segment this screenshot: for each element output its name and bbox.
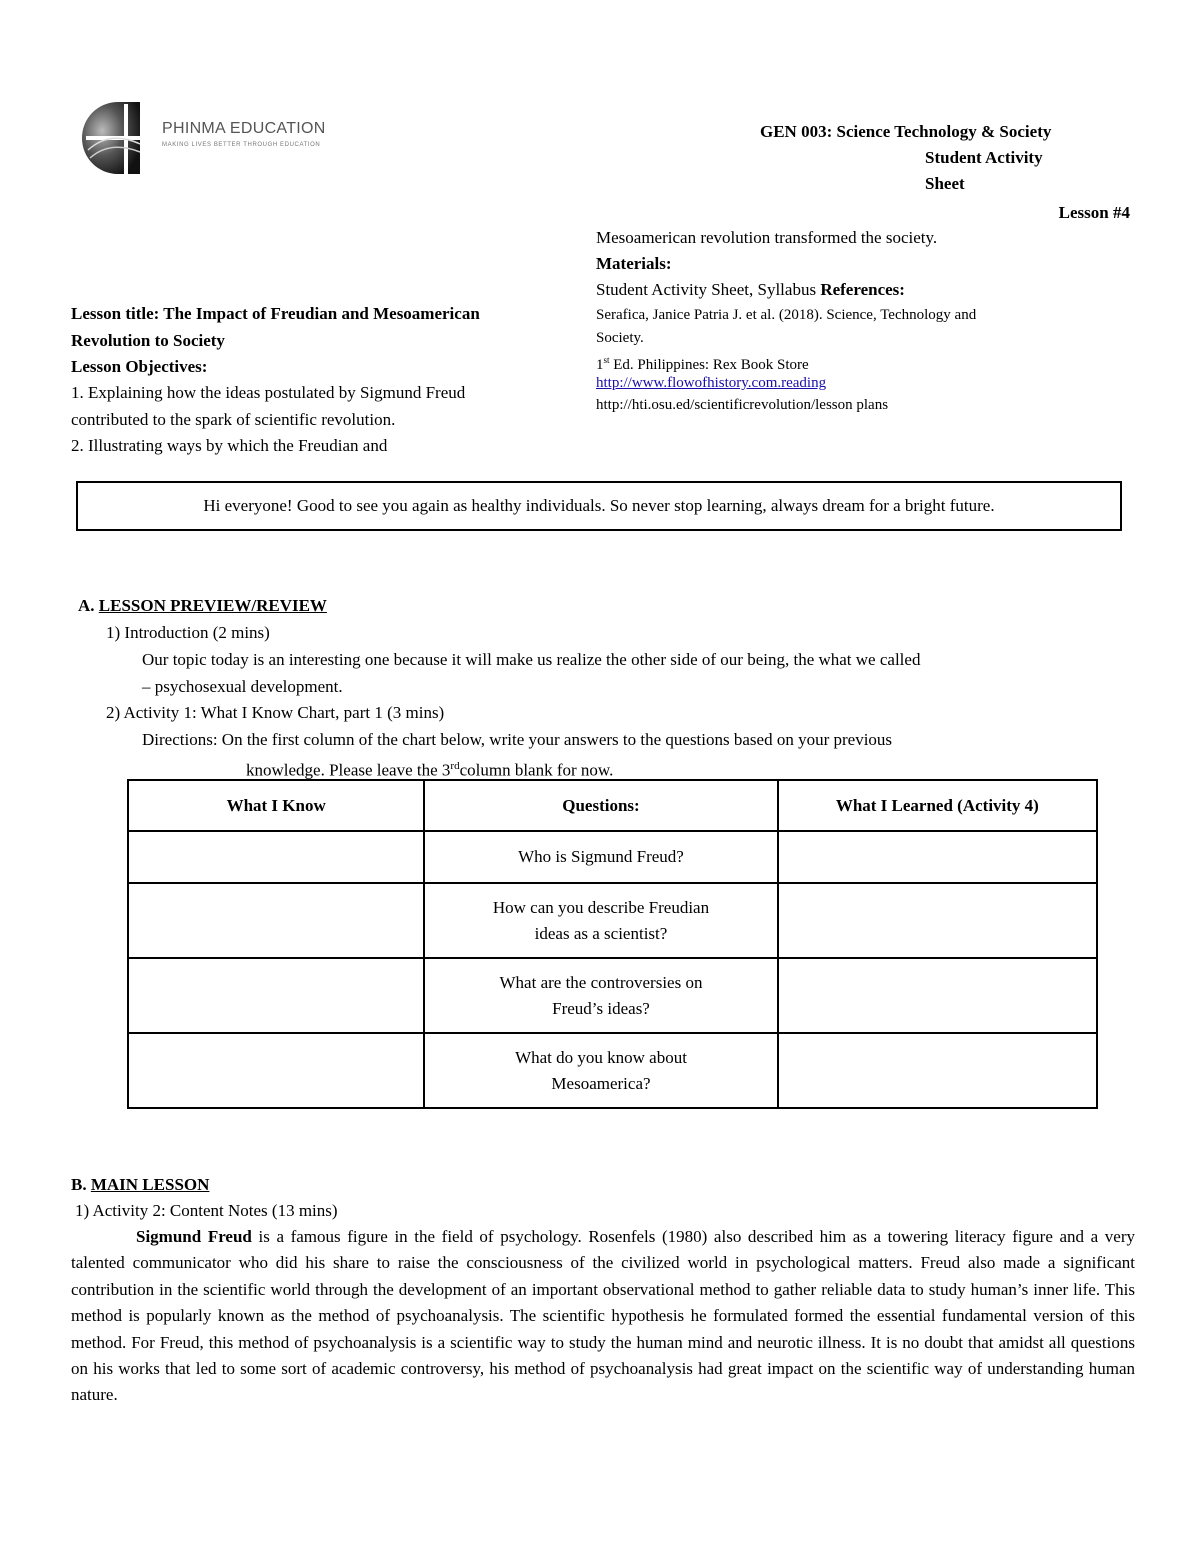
directions-pre: knowledge. Please leave the 3 (246, 760, 451, 780)
course-title: GEN 003: Science Technology & Society (760, 122, 1052, 141)
question-text: What do you know about (515, 1047, 687, 1067)
chart-header-questions: Questions: (424, 780, 777, 831)
phinma-logo (80, 100, 340, 180)
what-i-know-cell[interactable] (128, 831, 424, 883)
what-i-know-cell[interactable] (128, 958, 424, 1033)
section-a-letter: A. (78, 596, 95, 615)
section-a-title: LESSON PREVIEW/REVIEW (98, 596, 327, 615)
introduction-text-1: Our topic today is an interesting one because it will make us realize the other side of our being, the what we called (142, 650, 921, 669)
question-text: What are the controversies on (499, 972, 703, 992)
what-i-learned-cell[interactable] (778, 958, 1097, 1033)
question-text: Who is Sigmund Freud? (518, 847, 684, 866)
table-row (128, 831, 1097, 883)
reference-3-post: Ed. Philippines: Rex Book Store (609, 357, 809, 373)
chart-header-row (128, 780, 1097, 831)
section-a-heading (78, 593, 327, 619)
introduction-text-2: – psychosexual development. (142, 677, 343, 696)
question-cell (424, 883, 777, 958)
question-text: Freud’s ideas? (552, 998, 650, 1018)
chart-header-what-i-learned: What I Learned (Activity 4) (778, 780, 1097, 831)
reference-3-sup: st (603, 355, 610, 365)
directions-line-1: Directions: On the first column of the chart below, write your answers to the questions based on your previous (142, 730, 893, 749)
objective-1-line-1: 1. Explaining how the ideas postulated by Sigmund Freud (71, 383, 466, 402)
question-cell (424, 958, 777, 1033)
doc-type-line-1: Student Activity (925, 148, 1043, 167)
question-text: How can you describe Freudian (492, 897, 710, 917)
activity-2-heading: 1) Activity 2: Content Notes (13 mins) (75, 1201, 338, 1220)
what-i-know-cell[interactable] (128, 883, 424, 958)
directions-sup: rd (450, 760, 460, 772)
directions-post: column blank for now. (459, 760, 614, 780)
objective-1-line-2: contributed to the spark of scientific revolution. (71, 410, 396, 429)
what-i-know-cell[interactable] (128, 1033, 424, 1108)
lesson-number: Lesson #4 (1058, 203, 1130, 222)
main-lesson-paragraph (71, 1224, 1135, 1409)
materials-label: Materials: (596, 254, 672, 273)
chart-header-what-i-know: What I Know (128, 780, 424, 831)
reference-1: Serafica, Janice Patria J. et al. (2018). Science, Technology and (596, 307, 977, 323)
activity-1-heading: 2) Activity 1: What I Know Chart, part 1 (3 mins) (106, 703, 445, 722)
table-row (128, 1033, 1097, 1108)
materials-text: Student Activity Sheet, Syllabus (596, 280, 817, 299)
objective-2-line-1: 2. Illustrating ways by which the Freudian and (71, 436, 388, 455)
lesson-title (71, 301, 480, 327)
objective-2-line-2: Mesoamerican revolution transformed the society. (596, 228, 938, 247)
section-b-title: MAIN LESSON (90, 1175, 210, 1194)
table-row (128, 883, 1097, 958)
lesson-title-label: Lesson title: (71, 304, 160, 323)
lesson-title-line-2: Revolution to Society (71, 331, 225, 350)
materials-line (596, 277, 905, 303)
reference-4: http://hti.osu.ed/scientificrevolution/lesson plans (596, 397, 889, 413)
section-b-letter: B. (71, 1175, 87, 1194)
doc-type-line-2: Sheet (925, 174, 965, 193)
question-text: ideas as a scientist? (534, 923, 668, 943)
paragraph-body: is a famous figure in the field of psychology. Rosenfels (1980) also described him as a towering literacy figure and a very talented communicator who did his share to raise the consciousness of the civilized world in psychological matters. Freud also made a significant contribution in the scientific world through the development of an important observational method to gather reliable data to study human’s inner life. This method is popularly known as the method of psychoanalysis. The scientific hypothesis he formulated formed the essential fundamental version of this method. For Freud, this method of psychoanalysis is a scientific way to study the human mind and neurotic illness. It is no doubt that amidst all questions on his works that led to some sort of academic controversy, his method of psychoanalysis had great impact on the scientific way of understanding human nature. (71, 1227, 1135, 1405)
logo-tagline: MAKING LIVES BETTER THROUGH EDUCATION (162, 142, 321, 148)
question-cell (424, 831, 777, 883)
reference-2: Society. (596, 330, 644, 346)
phinma-logo-icon (80, 100, 154, 176)
reference-link[interactable]: http://www.flowofhistory.com.reading (596, 375, 827, 391)
what-i-learned-cell[interactable] (778, 1033, 1097, 1108)
logo-brand: PHINMA EDUCATION (162, 120, 326, 137)
references-label: References: (820, 280, 905, 299)
what-i-learned-cell[interactable] (778, 831, 1097, 883)
what-i-know-chart (127, 779, 1098, 1109)
table-row (128, 958, 1097, 1033)
greeting-box (76, 481, 1122, 531)
what-i-learned-cell[interactable] (778, 883, 1097, 958)
introduction-heading: 1) Introduction (2 mins) (106, 623, 270, 642)
reference-3-pre: 1 (596, 357, 604, 373)
greeting-text: Hi everyone! Good to see you again as healthy individuals. So never stop learning, always dream for a bright future. (203, 496, 995, 515)
question-text: Mesoamerica? (551, 1073, 651, 1093)
paragraph-lead: Sigmund Freud (136, 1227, 252, 1246)
question-cell (424, 1033, 777, 1108)
section-b-heading (71, 1172, 209, 1198)
objectives-label: Lesson Objectives: (71, 357, 208, 376)
lesson-title-text: The Impact of Freudian and Mesoamerican (163, 304, 480, 323)
